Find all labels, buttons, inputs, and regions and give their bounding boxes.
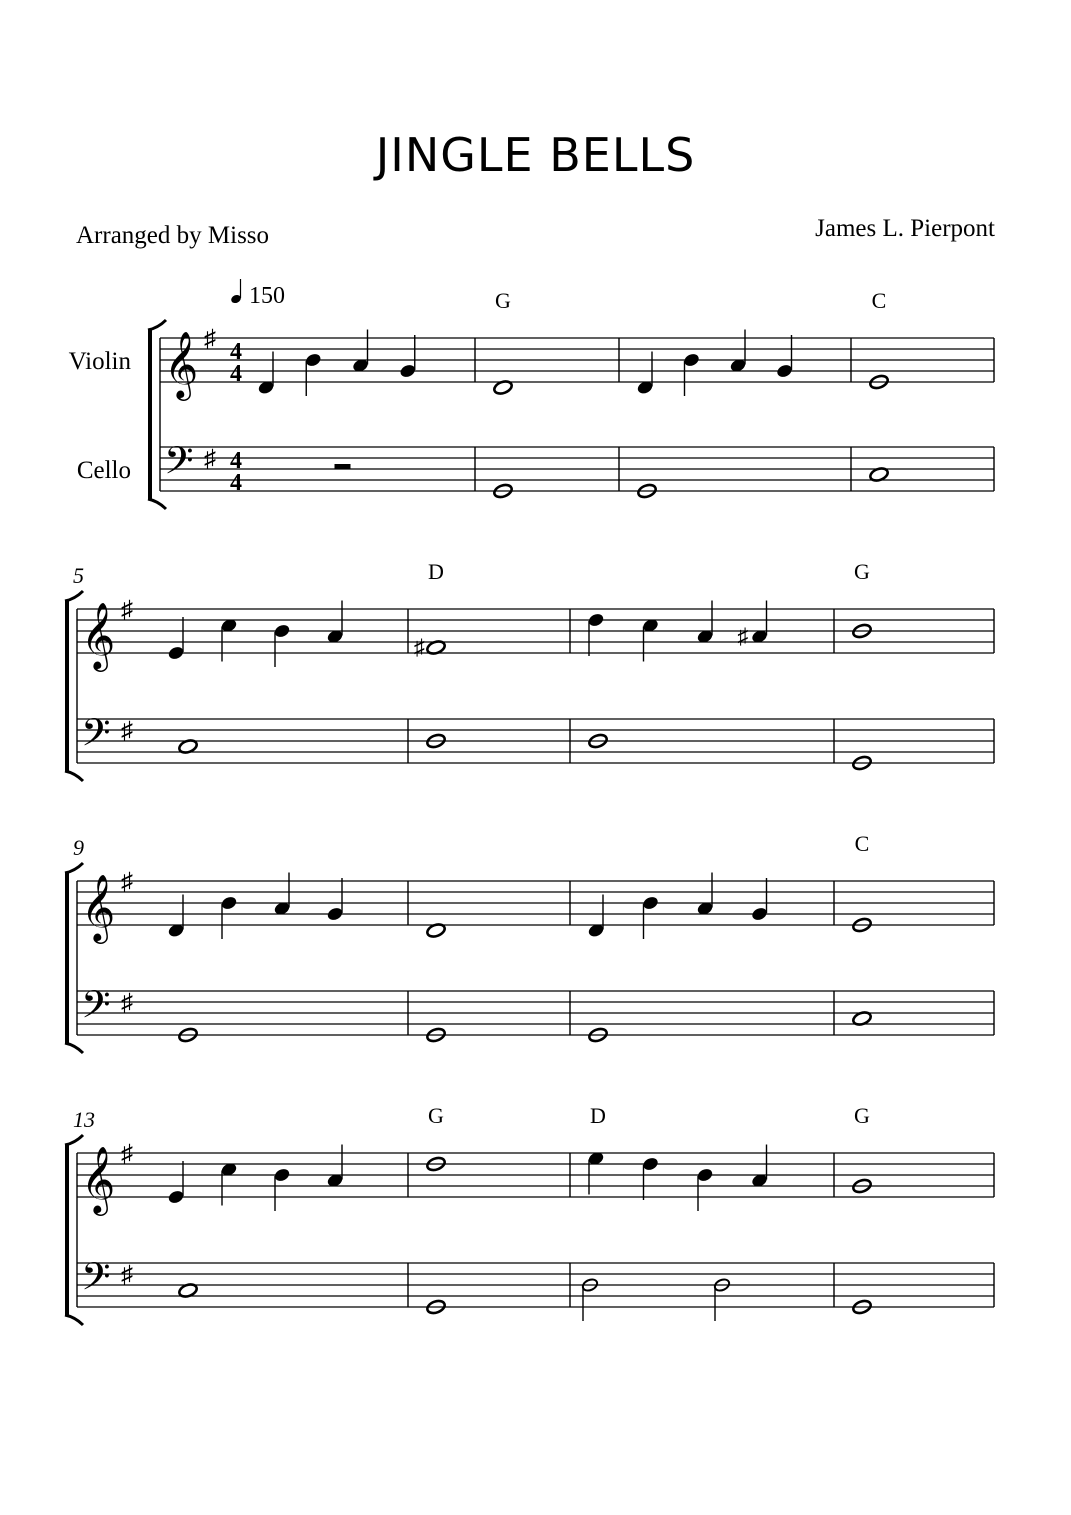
key-signature-sharp: ♯ [204,326,216,352]
tempo-marking: 150 [249,283,285,309]
bracket-top-hook [65,1135,83,1145]
chord-symbol: G [495,288,511,313]
sharp-accidental: ♯ [414,634,425,660]
key-signature-sharp: ♯ [121,718,133,744]
bracket-bottom-hook [65,1315,83,1325]
bracket-top-hook [65,591,83,601]
time-signature-numerator: 4 [230,448,242,474]
instrument-name-cello: Cello [76,457,131,484]
treble-clef-icon: 𝄞 [81,875,116,940]
chord-symbol: G [854,559,870,584]
bass-clef-icon: 𝄢 [81,984,111,1035]
bass-clef-icon: 𝄢 [164,440,194,491]
key-signature-sharp: ♯ [121,1141,133,1167]
treble-clef-icon: 𝄞 [164,332,199,397]
key-signature-sharp: ♯ [121,597,133,623]
score-title: JINGLE BELLS [375,128,696,182]
key-signature-sharp: ♯ [121,990,133,1016]
key-signature-sharp: ♯ [121,869,133,895]
instrument-name-violin: Violin [68,348,131,375]
treble-clef-icon: 𝄞 [81,603,116,668]
key-signature-sharp: ♯ [121,1262,133,1288]
chord-symbol: G [854,1103,870,1128]
treble-clef-icon: 𝄞 [81,1147,116,1212]
key-signature-sharp: ♯ [204,446,216,472]
arranger-credit: Arranged by Misso [76,222,270,249]
half-rest [335,464,351,469]
bracket-bottom-hook [65,1043,83,1053]
chord-symbol: C [854,831,870,856]
chord-symbol: D [428,559,444,584]
chord-symbol: G [428,1103,444,1128]
bracket-bottom-hook [148,499,166,509]
bracket-top-hook [148,320,166,330]
sharp-accidental: ♯ [737,623,749,649]
time-signature-denominator: 4 [230,361,242,387]
chord-symbol: D [590,1103,606,1128]
chord-symbol: C [871,288,887,313]
composer-credit: James L. Pierpont [815,215,995,242]
measure-number: 9 [73,835,84,860]
time-signature-numerator: 4 [230,339,242,365]
measure-number: 13 [73,1107,95,1132]
bass-clef-icon: 𝄢 [81,712,111,763]
bass-clef-icon: 𝄢 [81,1256,111,1307]
bracket-bottom-hook [65,771,83,781]
measure-number: 5 [73,563,84,588]
time-signature-denominator: 4 [230,470,242,496]
bracket-top-hook [65,863,83,873]
